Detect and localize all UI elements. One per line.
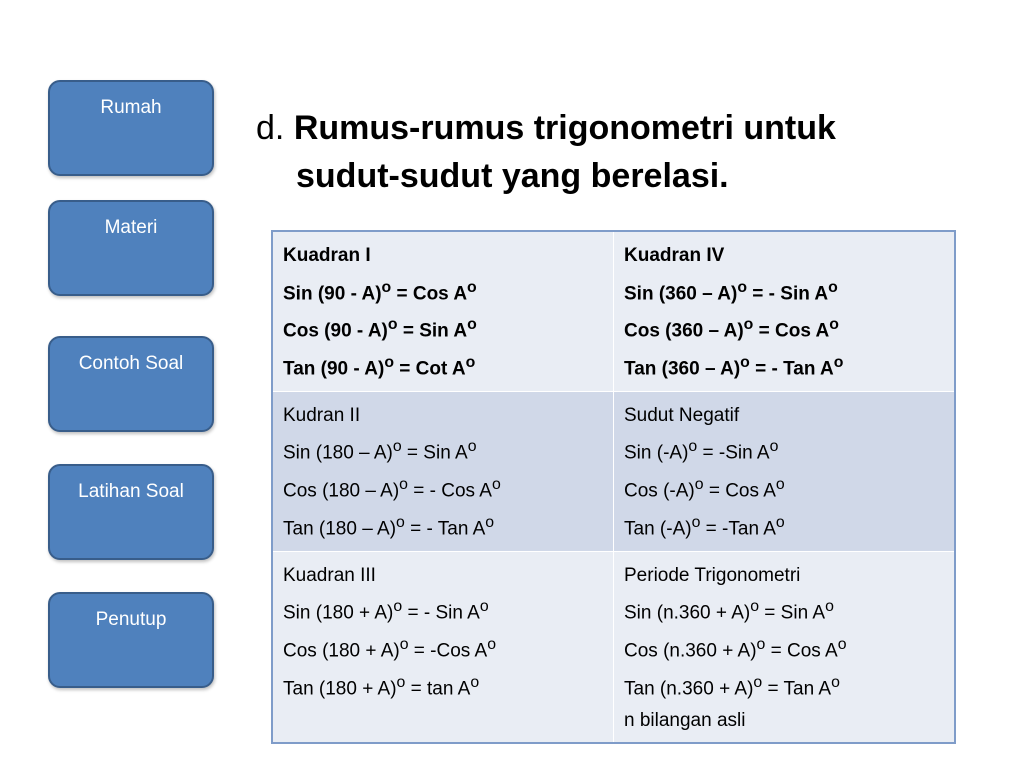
formula-line: Cos $(n.360 + A)^o$ = Cos $A^o$ [624,636,847,662]
cell-heading: Periode Trigonometri [624,564,801,586]
nav-button-label: Penutup [95,609,167,630]
formula-line: Tan (360 – A)$^o$ = - Tan $A^o$ [624,354,844,380]
cell-quadrant-4 [614,231,956,391]
formula-line: Sin (360 – A)$^o$ = - Sin $A^o$ [624,278,838,304]
table-row [272,391,955,551]
cell-heading: Kuadran IV [624,245,725,266]
formula-line: Tan (180 – A)$^o$ = - Tan $A^o$ [283,514,495,540]
nav-button-label: Contoh Soal [78,353,184,374]
formula-line: Tan $(-A)^o = -Tan$ $A^o$ [624,514,785,540]
cell-heading: Sudut Negatif [624,404,740,426]
cell-quadrant-3 [272,551,614,743]
table-row [272,231,955,391]
formula-line: Sin (90 - A)$^o$ = Cos $A^o$ [283,278,477,304]
nav-button-label: Latihan Soal [78,481,184,502]
cell-quadrant-2 [272,391,614,551]
nav-button-latihan-soal[interactable] [48,464,214,560]
cell-period [614,551,956,743]
title-prefix: d. [256,109,294,147]
title-line-2: sudut-sudut yang berelasi. [296,157,729,195]
cell-heading: Kudran II [283,404,361,426]
formula-line: n bilangan asli [624,709,746,731]
formula-line: Sin (180 – A)$^o$ = Sin $A^o$ [283,438,477,464]
formula-line: Tan $(n.360 + A)^o$ = Tan $A^o$ [624,674,840,700]
cell-quadrant-1 [272,231,614,391]
formula-line: Tan (90 - A)$^o$ = Cot $A^o$ [283,354,476,380]
nav-button-label: Rumah [100,97,162,118]
formula-line: Cos (360 – A)$^o$ = Cos $A^o$ [624,316,839,342]
cell-heading: Kuadran I [283,245,371,266]
nav-button-materi[interactable] [48,200,214,296]
table-row [272,551,955,743]
nav-button-penutup[interactable] [48,592,214,688]
formula-line: Cos (180 – A)$^o$ = - Cos $A^o$ [283,476,501,502]
title-line-1: Rumus-rumus trigonometri untuk [293,109,836,147]
formula-line: Cos $(180 + A)^o = -Cos$ $A^o$ [283,636,496,662]
nav-button-contoh-soal[interactable] [48,336,214,432]
nav-button-rumah[interactable] [48,80,214,176]
formula-line: Sin $(n.360 + A)^o$ = Sin $A^o$ [624,598,834,624]
formula-line: Cos $(-A)^o$ = Cos $A^o$ [624,476,785,502]
slide-title [256,104,976,200]
nav-button-label: Materi [104,217,158,238]
formula-line: Sin $(-A)^o = -Sin$ $A^o$ [624,438,779,464]
formula-line: Sin $(180 + A)^o$ = - Sin $A^o$ [283,598,489,624]
trig-formula-table [271,230,956,744]
cell-heading: Kuadran III [283,564,376,586]
formula-line: Tan $(180 + A)^o = \tan A^o$ [283,674,480,700]
formula-line: Cos (90 - A)$^o$ = Sin $A^o$ [283,316,477,342]
cell-negative-angle [614,391,956,551]
